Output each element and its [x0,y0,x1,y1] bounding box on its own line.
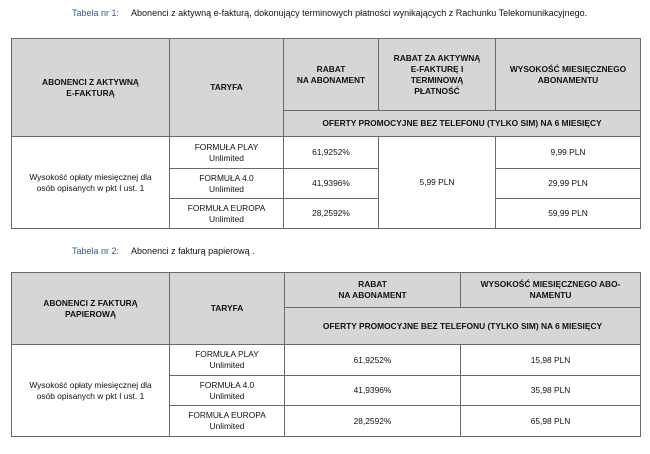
fee-cell: 59,99 PLN [496,199,641,229]
fee-cell: 15,98 PLN [461,345,641,376]
discount-cell: 41,9396% [284,169,379,199]
table1 [11,38,641,229]
table2-caption-text: Abonenci z fakturą papierową . [131,246,255,256]
tariff-cell: FORMUŁA PLAY Unlimited [170,137,284,169]
discount-cell: 41,9396% [285,376,461,406]
table1-shared-discount: 5,99 PLN [379,137,496,229]
table1-row-label: Wysokość opłaty miesięcznej dla osób opisanych w pkt I ust. 1 [12,137,170,229]
table2-caption [72,246,255,256]
table2-header-monthly-fee: WYSOKOŚĆ MIESIĘCZNEGO ABO- NAMENTU [461,273,641,308]
table2-caption-number: Tabela nr 2: [72,246,120,256]
table1-header-subscribers: ABONENCI Z AKTYWNĄ E-FAKTURĄ [12,39,170,137]
table2 [11,272,641,437]
fee-cell: 9,99 PLN [496,137,641,169]
table1-header-einvoice-discount: RABAT ZA AKTYWNĄ E-FAKTURĘ I TERMINOWĄ PŁATNOŚĆ [379,39,496,111]
table1-header-discount: RABAT NA ABONAMENT [284,39,379,111]
tariff-cell: FORMUŁA EUROPA Unlimited [170,199,284,229]
table1-caption [72,8,587,18]
table2-header-discount: RABAT NA ABONAMENT [285,273,461,308]
table-row [12,345,641,376]
fee-cell: 65,98 PLN [461,406,641,437]
table1-caption-number: Tabela nr 1: [72,8,120,18]
table1-subheader: OFERTY PROMOCYJNE BEZ TELEFONU (TYLKO SIM) NA 6 MIESIĘCY [284,111,641,137]
tariff-cell: FORMUŁA 4.0 Unlimited [170,376,285,406]
tariff-cell: FORMUŁA EUROPA Unlimited [170,406,285,437]
discount-cell: 28,2592% [284,199,379,229]
discount-cell: 61,9252% [284,137,379,169]
tariff-cell: FORMUŁA 4.0 Unlimited [170,169,284,199]
discount-cell: 28,2592% [285,406,461,437]
fee-cell: 35,98 PLN [461,376,641,406]
table2-subheader: OFERTY PROMOCYJNE BEZ TELEFONU (TYLKO SIM) NA 6 MIESIĘCY [285,308,641,345]
table1-caption-text: Abonenci z aktywną e-fakturą, dokonujący terminowych płatności wynikających z Rachunku Telekomunikacyjnego. [131,8,588,18]
fee-cell: 29,99 PLN [496,169,641,199]
table1-header-monthly-fee: WYSOKOŚĆ MIESIĘCZNEGO ABONAMENTU [496,39,641,111]
table2-header-tariff: TARYFA [170,273,285,345]
tariff-cell: FORMUŁA PLAY Unlimited [170,345,285,376]
table1-header-tariff: TARYFA [170,39,284,137]
table-row [12,137,641,169]
table2-row-label: Wysokość opłaty miesięcznej dla osób opisanych w pkt I ust. 1 [12,345,170,437]
discount-cell: 61,9252% [285,345,461,376]
table2-header-subscribers: ABONENCI Z FAKTURĄ PAPIEROWĄ [12,273,170,345]
